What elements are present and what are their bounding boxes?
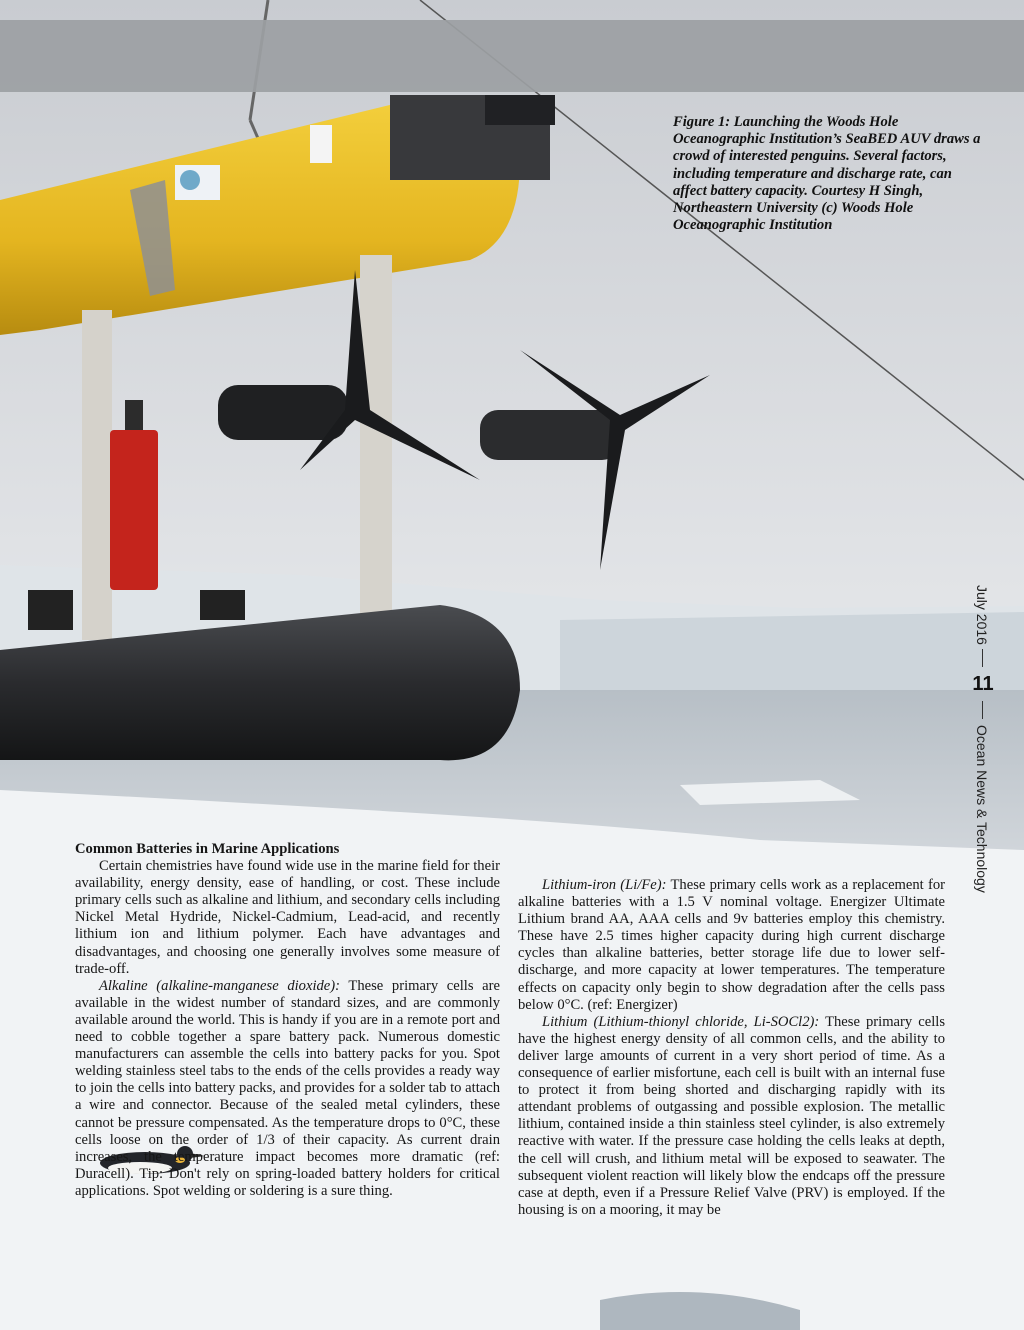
lithium-iron-paragraph bbox=[518, 877, 945, 1014]
intro-paragraph: Certain chemistries have found wide use in the marine field for their availability, energy density, ease of handling, or cost. These include primary cells such as alkaline and lithium, and secondary cells including Nickel Metal Hydride, Nickel-Cadmium, Lead-acid, and recently lithium ion and lithium polymer. Each have advantages and disadvantages, and choosing one generally involves some measure of trade-off. bbox=[75, 858, 500, 977]
lithium-thionyl-text: These primary cells have the highest energy density of all common cells, and the ability to deliver large amounts of current in a very short period of time. As a consequence of earlier misfortune, each cell is built with an internal fuse to protect it from being shorted and discharging rapidly with its attendant problems of outgassing and possible explosion. The metallic lithium, contained inside a thin stainless steel cylinder, is also extremely reactive with water. If the pressure case holding the cells leaks at depth, the cell will crush, and lithium metal will be exposed to seawater. The subsequent violent reaction will likely blow the endcaps off the pressure case at depth, even if a Pressure Relief Valve (PRV) is employed. If the housing is on a mooring, it may be bbox=[518, 1013, 946, 1218]
alkaline-text: These primary cells are available in the widest number of standard sizes, and are commonly available around the world. This is handy if you are in a remote port and need to cobble together a spare battery pack. Numerous domestic manufacturers can assemble the cells into battery packs for you. Spot welding stainless steel tabs to the ends of the cells provides a ready way to join the cells into battery packs, and provides for a solder tab to attach a wire and connector. Because of the sealed metal cylinders, these cannot be pressure compensated. As the temperature drops to 0°C, these cells loose on the order of 1/3 of their capacity. As current drain increases, the temperature impact becomes more dramatic (ref: Duracell). Tip: Don't rely on spring-loaded battery holders for critical applications. Spot welding or soldering is a sure thing. bbox=[75, 977, 500, 1199]
lithium-iron-term: Lithium-iron (Li/Fe): bbox=[542, 877, 667, 893]
article-column-left bbox=[75, 841, 500, 1200]
alkaline-paragraph bbox=[75, 978, 500, 1200]
header-band bbox=[0, 20, 1024, 92]
article-column-right bbox=[518, 877, 945, 1219]
alkaline-term: Alkaline (alkaline-manganese dioxide): bbox=[99, 977, 341, 994]
divider bbox=[982, 649, 983, 667]
magazine-title: Ocean News & Technology bbox=[974, 725, 990, 893]
figure-caption: Figure 1: Launching the Woods Hole Oceanographic Institution’s SeaBED AUV draws a crowd of interested penguins. Several factors, including temperature and discharge rate, can affect battery capacity. Courtesy H Singh, Northeastern University (c) Woods Hole Oceanographic Institution bbox=[673, 114, 981, 234]
issue-date: July 2016 bbox=[974, 585, 990, 645]
lithium-thionyl-paragraph bbox=[518, 1014, 945, 1219]
page-sidebar bbox=[962, 585, 1010, 915]
lithium-iron-text: These primary cells work as a replacement for alkaline batteries with a 1.5 V nominal voltage. Energizer Ultimate Lithium brand AA, AAA cells and 9v batteries employ this chemistry. These have 2.5 times higher capacity during high current discharge cycles than alkaline batteries, better storage life due to lower self-discharge, and more capacity at lower temperatures. The temperature effects on capacity only begin to show degradation after the cells pass below 0°C. (ref: Energizer) bbox=[518, 877, 946, 1013]
divider bbox=[982, 701, 983, 719]
section-heading: Common Batteries in Marine Applications bbox=[75, 841, 340, 857]
lithium-thionyl-term: Lithium (Lithium-thionyl chloride, Li-SOCl2): bbox=[542, 1013, 820, 1030]
page-number: 11 bbox=[972, 673, 994, 695]
